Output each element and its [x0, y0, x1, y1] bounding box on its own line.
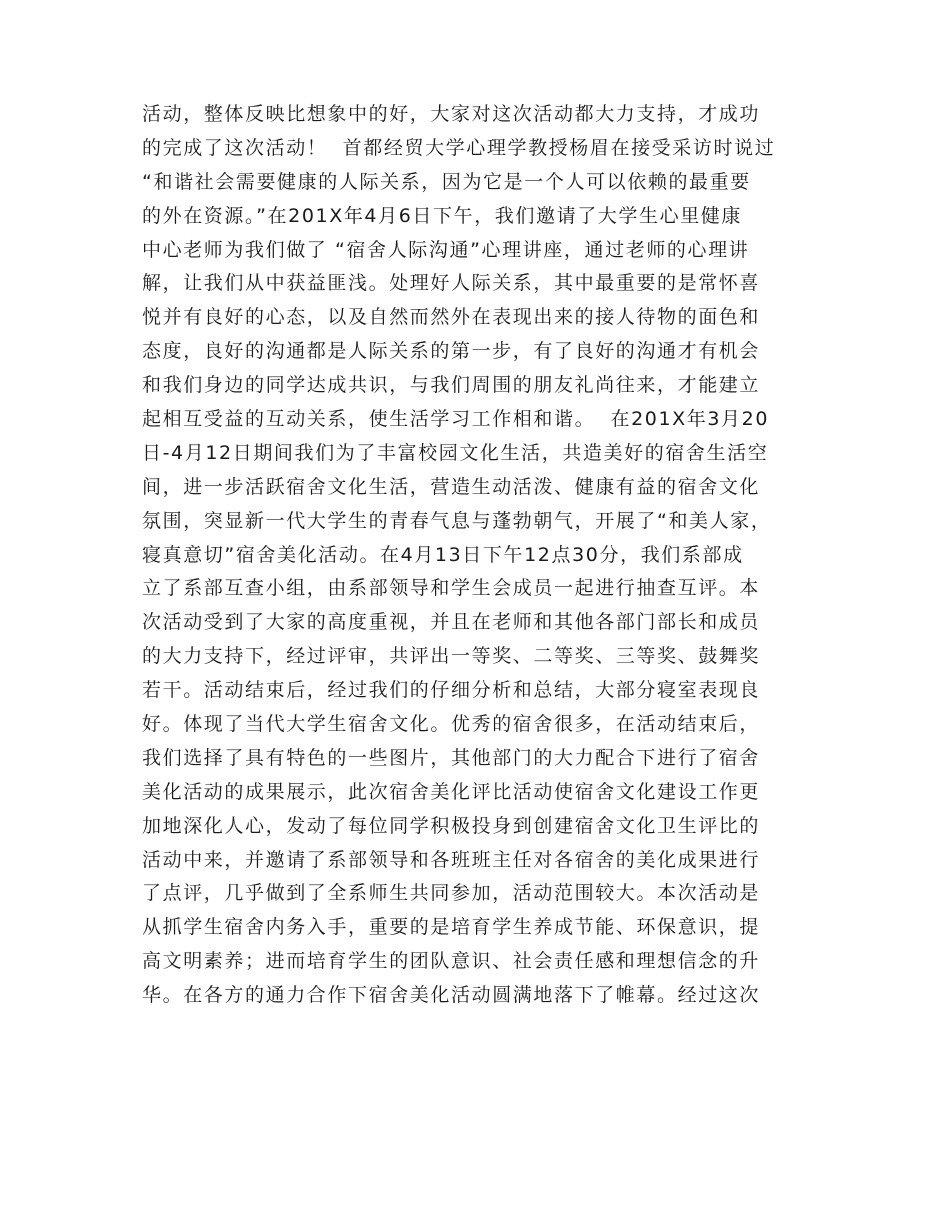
text-line: 加地深化人心，发动了每位同学积极投身到创建宿舍文化卫生评比的	[142, 814, 761, 837]
text-line: 的大力支持下，经过评审，共评出一等奖、二等奖、三等奖、鼓舞奖	[142, 645, 761, 668]
text-line: 解，让我们从中获益匪浅。处理好人际关系，其中最重要的是常怀喜	[142, 272, 761, 295]
text-line: 活动中来，并邀请了系部领导和各班班主任对各宿舍的美化成果进行	[142, 848, 761, 871]
text-line: 悦并有良好的心态，以及自然而然外在表现出来的接人待物的面色和	[142, 306, 761, 329]
text-line: 若干。活动结束后，经过我们的仔细分析和总结，大部分寝室表现良	[142, 679, 761, 702]
text-line: 的完成了这次活动！ 首都经贸大学心理学教授杨眉在接受采访时说过	[142, 136, 776, 159]
text-line: 立了系部互查小组，由系部领导和学生会成员一起进行抽查互评。本	[142, 577, 761, 600]
text-line: 态度，良好的沟通都是人际关系的第一步，有了良好的沟通才有机会	[142, 340, 761, 363]
text-line: 活动，整体反映比想象中的好，大家对这次活动都大力支持，才成功	[142, 103, 761, 125]
text-line: 美化活动的成果展示，此次宿舍美化评比活动使宿舍文化建设工作更	[142, 780, 761, 803]
text-line: 氛围，突显新一代大学生的青春气息与蓬勃朝气，开展了“和美人家，	[142, 509, 772, 532]
text-line: 从抓学生宿舍内务入手，重要的是培育学生养成节能、环保意识，提	[142, 916, 761, 939]
text-line: 了点评，几乎做到了全系师生共同参加，活动范围较大。本次活动是	[142, 882, 761, 905]
text-line: 高文明素养；进而培育学生的团队意识、社会责任感和理想信念的升	[142, 950, 761, 973]
text-line: 好。体现了当代大学生宿舍文化。优秀的宿舍很多，在活动结束后，	[142, 713, 761, 736]
text-line: 日-4月12日期间我们为了丰富校园文化生活，共造美好的宿舍生活空	[142, 441, 769, 464]
text-line: “和谐社会需要健康的人际关系，因为它是一个人可以依赖的最重要	[142, 170, 751, 193]
text-line: 间，进一步活跃宿舍文化生活，营造生动活泼、健康有益的宿舍文化	[142, 475, 761, 498]
text-line: 的外在资源。”在201X年4月6日下午，我们邀请了大学生心里健康	[142, 204, 743, 227]
text-line: 寝真意切”宿舍美化活动。在4月13日下午12点30分，我们系部成	[142, 543, 744, 566]
text-line: 和我们身边的同学达成共识，与我们周围的朋友礼尚往来，才能建立	[142, 374, 761, 397]
text-line: 华。在各方的通力合作下宿舍美化活动圆满地落下了帷幕。经过这次	[142, 984, 761, 1007]
body-text	[142, 98, 822, 1013]
text-line: 我们选择了具有特色的一些图片，其他部门的大力配合下进行了宿舍	[142, 746, 761, 769]
text-line: 次活动受到了大家的高度重视，并且在老师和其他各部门部长和成员	[142, 611, 761, 634]
text-line: 中心老师为我们做了 “宿舍人际沟通”心理讲座，通过老师的心理讲	[142, 238, 750, 261]
text-line: 起相互受益的互动关系，使生活学习工作相和谐。 在201X年3月20	[142, 408, 770, 431]
